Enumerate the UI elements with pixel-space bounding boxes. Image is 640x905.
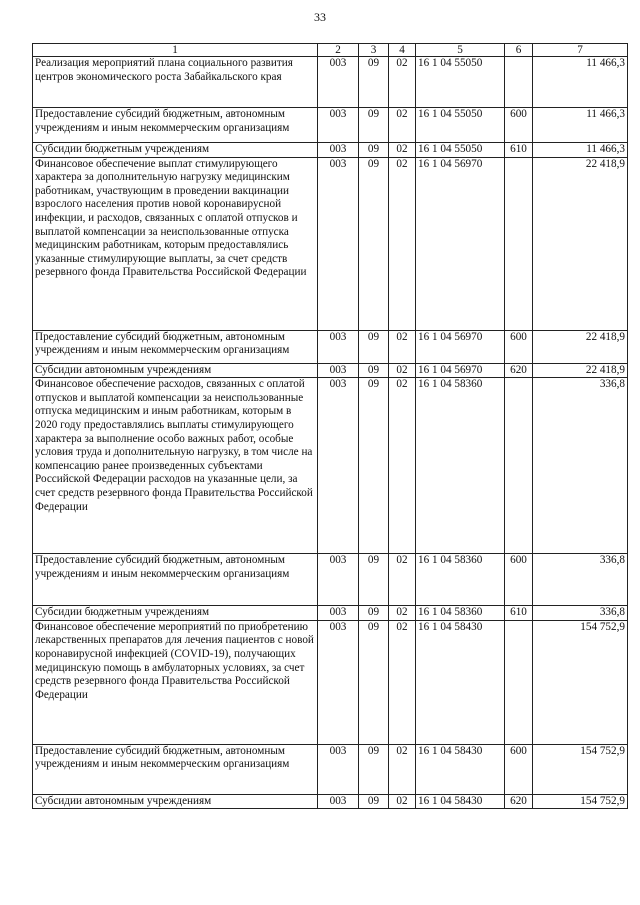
section-code: 09 bbox=[359, 378, 389, 554]
section-code: 09 bbox=[359, 157, 389, 330]
header-cell: 2 bbox=[318, 44, 359, 57]
expense-type-code: 600 bbox=[505, 744, 533, 794]
table-row bbox=[33, 57, 628, 108]
subsection-code: 02 bbox=[389, 108, 416, 143]
amount: 11 466,3 bbox=[533, 143, 628, 158]
target-article-code: 16 1 04 55050 bbox=[416, 57, 505, 108]
subsection-code: 02 bbox=[389, 330, 416, 363]
target-article-code: 16 1 04 56970 bbox=[416, 330, 505, 363]
header-cell: 3 bbox=[359, 44, 389, 57]
amount: 22 418,9 bbox=[533, 330, 628, 363]
table-row bbox=[33, 363, 628, 378]
section-code: 09 bbox=[359, 108, 389, 143]
ministry-code: 003 bbox=[318, 606, 359, 621]
subsection-code: 02 bbox=[389, 794, 416, 809]
target-article-code: 16 1 04 55050 bbox=[416, 143, 505, 158]
expense-type-code bbox=[505, 57, 533, 108]
ministry-code: 003 bbox=[318, 744, 359, 794]
header-row bbox=[33, 44, 628, 57]
target-article-code: 16 1 04 58360 bbox=[416, 378, 505, 554]
ministry-code: 003 bbox=[318, 363, 359, 378]
expense-name: Субсидии автономным учреждениям bbox=[33, 794, 318, 809]
ministry-code: 003 bbox=[318, 794, 359, 809]
amount: 154 752,9 bbox=[533, 620, 628, 744]
table-row bbox=[33, 330, 628, 363]
subsection-code: 02 bbox=[389, 744, 416, 794]
section-code: 09 bbox=[359, 620, 389, 744]
expense-type-code: 610 bbox=[505, 606, 533, 621]
expense-type-code: 600 bbox=[505, 108, 533, 143]
table-row bbox=[33, 606, 628, 621]
target-article-code: 16 1 04 58360 bbox=[416, 554, 505, 606]
amount: 22 418,9 bbox=[533, 363, 628, 378]
amount: 336,8 bbox=[533, 606, 628, 621]
table-row bbox=[33, 620, 628, 744]
expense-name: Предоставление субсидий бюджетным, автономным учреждениям и иным некоммерческим организациям bbox=[33, 554, 318, 606]
section-code: 09 bbox=[359, 744, 389, 794]
subsection-code: 02 bbox=[389, 606, 416, 621]
section-code: 09 bbox=[359, 57, 389, 108]
expense-type-code: 610 bbox=[505, 143, 533, 158]
section-code: 09 bbox=[359, 330, 389, 363]
expense-name: Предоставление субсидий бюджетным, автономным учреждениям и иным некоммерческим организациям bbox=[33, 108, 318, 143]
subsection-code: 02 bbox=[389, 620, 416, 744]
subsection-code: 02 bbox=[389, 554, 416, 606]
expense-type-code: 600 bbox=[505, 554, 533, 606]
expense-name: Субсидии бюджетным учреждениям bbox=[33, 606, 318, 621]
table-row bbox=[33, 108, 628, 143]
subsection-code: 02 bbox=[389, 143, 416, 158]
section-code: 09 bbox=[359, 554, 389, 606]
expense-name: Предоставление субсидий бюджетным, автономным учреждениям и иным некоммерческим организациям bbox=[33, 330, 318, 363]
target-article-code: 16 1 04 58430 bbox=[416, 744, 505, 794]
expense-type-code bbox=[505, 157, 533, 330]
amount: 154 752,9 bbox=[533, 794, 628, 809]
ministry-code: 003 bbox=[318, 378, 359, 554]
expense-name: Предоставление субсидий бюджетным, автономным учреждениям и иным некоммерческим организациям bbox=[33, 744, 318, 794]
subsection-code: 02 bbox=[389, 157, 416, 330]
table-row bbox=[33, 157, 628, 330]
table-row bbox=[33, 378, 628, 554]
amount: 336,8 bbox=[533, 554, 628, 606]
amount: 336,8 bbox=[533, 378, 628, 554]
ministry-code: 003 bbox=[318, 143, 359, 158]
amount: 22 418,9 bbox=[533, 157, 628, 330]
expense-type-code: 620 bbox=[505, 363, 533, 378]
subsection-code: 02 bbox=[389, 57, 416, 108]
expense-type-code: 620 bbox=[505, 794, 533, 809]
section-code: 09 bbox=[359, 606, 389, 621]
ministry-code: 003 bbox=[318, 330, 359, 363]
target-article-code: 16 1 04 58360 bbox=[416, 606, 505, 621]
table-row bbox=[33, 794, 628, 809]
table-row bbox=[33, 554, 628, 606]
expense-name: Финансовое обеспечение мероприятий по приобретению лекарственных препаратов для лечения пациентов с новой коронавирусной инфекцией (COVID-19), получающих медицинскую помощь в амбулаторных условиях, за счет средств резервного фонда Правительства Российской Федерации bbox=[33, 620, 318, 744]
expense-name: Субсидии бюджетным учреждениям bbox=[33, 143, 318, 158]
expense-name: Реализация мероприятий плана социального развития центров экономического роста Забайкальского края bbox=[33, 57, 318, 108]
expense-type-code bbox=[505, 378, 533, 554]
ministry-code: 003 bbox=[318, 108, 359, 143]
subsection-code: 02 bbox=[389, 378, 416, 554]
page-number: 33 bbox=[314, 10, 326, 24]
section-code: 09 bbox=[359, 794, 389, 809]
target-article-code: 16 1 04 55050 bbox=[416, 108, 505, 143]
expense-name: Финансовое обеспечение выплат стимулирующего характера за дополнительную нагрузку медицинским работникам, участвующим в проведении вакцинации взрослого населения против новой коронавирусной инфекции, и расходов, связанных с оплатой отпусков и выплатой компенсации за неиспользованные отпуска медицинским работникам, которым предоставлялись указанные стимулирующие выплаты, за счет средств резервного фонда Правительства Российской Федерации bbox=[33, 157, 318, 330]
header-cell: 6 bbox=[505, 44, 533, 57]
header-cell: 4 bbox=[389, 44, 416, 57]
ministry-code: 003 bbox=[318, 554, 359, 606]
header-cell: 5 bbox=[416, 44, 505, 57]
header-cell: 7 bbox=[533, 44, 628, 57]
amount: 11 466,3 bbox=[533, 57, 628, 108]
expense-name: Субсидии автономным учреждениям bbox=[33, 363, 318, 378]
header-cell: 1 bbox=[33, 44, 318, 57]
target-article-code: 16 1 04 58430 bbox=[416, 794, 505, 809]
budget-table bbox=[32, 43, 628, 809]
section-code: 09 bbox=[359, 363, 389, 378]
target-article-code: 16 1 04 56970 bbox=[416, 363, 505, 378]
ministry-code: 003 bbox=[318, 620, 359, 744]
amount: 11 466,3 bbox=[533, 108, 628, 143]
amount: 154 752,9 bbox=[533, 744, 628, 794]
section-code: 09 bbox=[359, 143, 389, 158]
expense-name: Финансовое обеспечение расходов, связанных с оплатой отпусков и выплатой компенсации за неиспользованные отпуска медицинским и иным работникам, которым в 2020 году предоставлялись выплаты стимулирующего характера за выполнение особо важных работ, особые условия труда и дополнительную нагрузку, в том числе на компенсацию ранее произведенных субъектами Российской Федерации расходов на указанные цели, за счет средств резервного фонда Правительства Российской Федерации bbox=[33, 378, 318, 554]
target-article-code: 16 1 04 58430 bbox=[416, 620, 505, 744]
subsection-code: 02 bbox=[389, 363, 416, 378]
target-article-code: 16 1 04 56970 bbox=[416, 157, 505, 330]
expense-type-code: 600 bbox=[505, 330, 533, 363]
table-row bbox=[33, 744, 628, 794]
ministry-code: 003 bbox=[318, 57, 359, 108]
expense-type-code bbox=[505, 620, 533, 744]
ministry-code: 003 bbox=[318, 157, 359, 330]
table-row bbox=[33, 143, 628, 158]
